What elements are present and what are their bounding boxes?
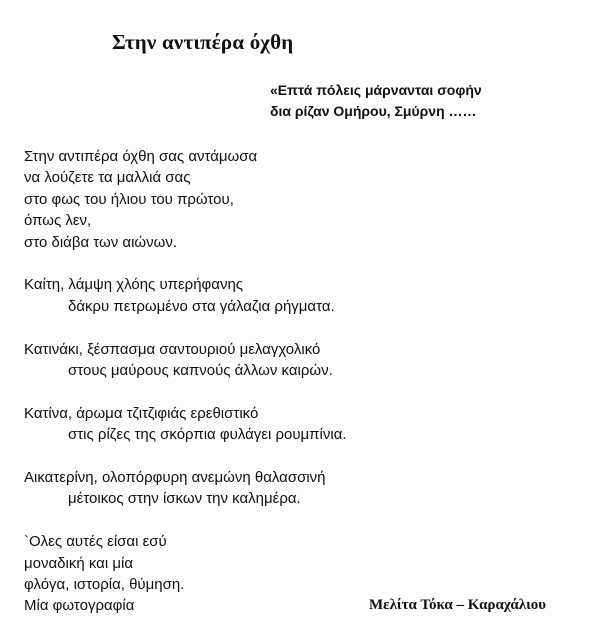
epigraph-line-2: δια ρίζαν Ομήρου, Σμύρνη …… xyxy=(270,103,477,119)
epigraph-line-1: «Επτά πόλεις μάρνανται σοφήν xyxy=(270,82,482,98)
poem-line: στο φως του ήλιου του πρώτου, xyxy=(24,190,234,208)
poem-body xyxy=(24,146,584,638)
poem-line: Μία φωτογραφία xyxy=(24,597,135,615)
poem-line: μοναδική και μία xyxy=(24,554,133,572)
poem-line-indented: στους μαύρους καπνούς άλλων καιρών. xyxy=(68,362,333,380)
poem-line: στο διάβα των αιώνων. xyxy=(24,233,177,251)
poem-line: `Ολες αυτές είσαι εσύ xyxy=(24,533,167,551)
poem-line-indented: στις ρίζες της σκόρπια φυλάγει ρουμπίνια. xyxy=(68,426,347,444)
poem-line: Στην αντιπέρα όχθη σας αντάμωσα xyxy=(24,148,258,165)
author-signature: Μελίτα Τόκα – Καραχάλιου xyxy=(369,597,547,613)
poem-title: Στην αντιπέρα όχθη xyxy=(112,30,294,54)
poem-line: Αικατερίνη, ολοπόρφυρη ανεμώνη θαλασσινή xyxy=(24,469,326,487)
stanza-1 xyxy=(24,146,584,253)
stanza-3 xyxy=(24,339,584,382)
stanza-4 xyxy=(24,403,584,446)
stanza-2 xyxy=(24,274,584,317)
stanza-5 xyxy=(24,467,584,510)
poem-line-indented: δάκρυ πετρωμένο στα γάλαζια ρήγματα. xyxy=(68,297,335,315)
poem-line: να λούζετε τα μαλλιά σας xyxy=(24,169,191,187)
epigraph xyxy=(270,80,482,122)
poem-line-indented: μέτοικος στην ίσκων την καλημέρα. xyxy=(68,490,301,508)
poem-line: Κατίνα, άρωμα τζιτζιφιάς ερεθιστικό xyxy=(24,404,259,422)
poem-line: Καίτη, λάμψη χλόης υπερήφανης xyxy=(24,276,244,294)
poem-line: όπως λεν, xyxy=(24,212,92,230)
poem-line: φλόγα, ιστορία, θύμηση. xyxy=(24,576,185,594)
poem-line: Κατινάκι, ξέσπασμα σαντουριού μελαγχολικό xyxy=(24,340,321,358)
